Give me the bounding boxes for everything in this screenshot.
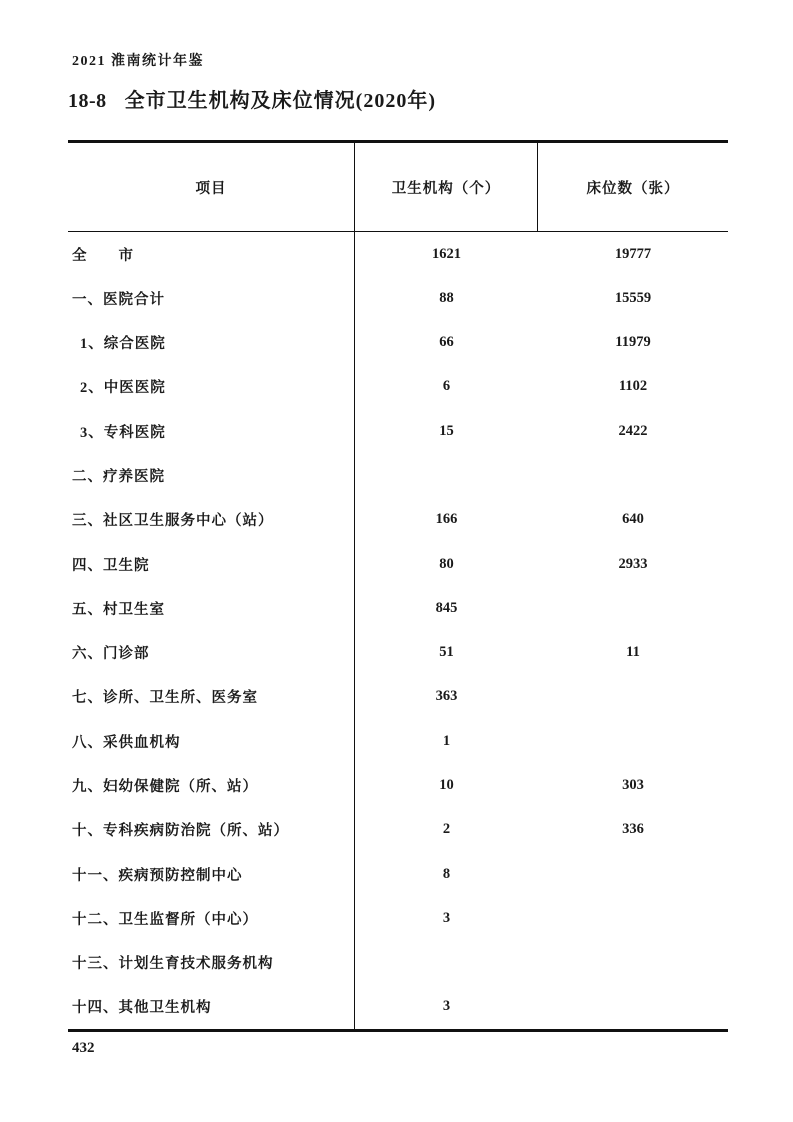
beds-value: 2933: [618, 555, 648, 572]
row-label: 四、卫生院: [68, 542, 355, 586]
table-title-text: 全市卫生机构及床位情况(2020年): [124, 90, 436, 112]
row-label: 1、综合医院: [68, 321, 355, 365]
institutions-value: 3: [442, 998, 451, 1015]
table-row: [68, 675, 728, 719]
row-label: 一、医院合计: [68, 276, 355, 320]
institutions-value: 1: [442, 732, 451, 749]
institutions-value: 845: [435, 599, 458, 616]
beds-value: 11: [626, 644, 640, 661]
beds-value: 2422: [618, 422, 648, 439]
page-number: 432: [72, 1040, 95, 1056]
institutions-value: [355, 453, 538, 497]
table-row: [68, 365, 728, 409]
table-header-row: [68, 140, 728, 232]
table-number: 18-8: [68, 90, 107, 112]
beds-value: 336: [622, 821, 644, 838]
institutions-value: 1621: [432, 245, 461, 262]
beds-value: 1102: [618, 378, 648, 395]
table-body: [68, 232, 728, 1032]
table-row: [68, 719, 728, 763]
beds-value: [538, 586, 728, 630]
institutions-value: 166: [435, 511, 458, 528]
row-label: 二、疗养医院: [68, 453, 355, 497]
table-row: [68, 941, 728, 985]
table-row: [68, 852, 728, 896]
institutions-value: 8: [442, 865, 451, 882]
beds-value: [538, 675, 728, 719]
table-row: [68, 453, 728, 497]
row-label: 十一、疾病预防控制中心: [68, 852, 355, 896]
page-title: [68, 84, 436, 113]
column-header-beds: 床位数（张）: [586, 180, 680, 197]
institutions-value: 363: [435, 688, 458, 705]
beds-value: [538, 985, 728, 1029]
table-row: [68, 586, 728, 630]
institutions-value: 80: [439, 555, 454, 572]
beds-value: [538, 453, 728, 497]
row-label: 3、专科医院: [68, 409, 355, 453]
table-row: [68, 232, 728, 276]
column-header-institutions: 卫生机构（个）: [355, 143, 538, 231]
row-label: 三、社区卫生服务中心（站）: [68, 498, 355, 542]
beds-value: [538, 896, 728, 940]
row-label: 七、诊所、卫生所、医务室: [68, 675, 355, 719]
row-label: 十三、计划生育技术服务机构: [68, 941, 355, 985]
institutions-value: 10: [439, 777, 454, 794]
beds-value: [538, 719, 728, 763]
row-label: 八、采供血机构: [68, 719, 355, 763]
row-label: 五、村卫生室: [68, 586, 355, 630]
institutions-value: [355, 941, 538, 985]
beds-value: [538, 941, 728, 985]
column-header-item: 项目: [68, 143, 355, 231]
row-label: 十、专科疾病防治院（所、站）: [68, 808, 355, 852]
beds-value: 15559: [614, 289, 652, 306]
health-institutions-table: [68, 140, 728, 1032]
row-label: 2、中医医院: [68, 365, 355, 409]
table-row: [68, 409, 728, 453]
table-row: [68, 542, 728, 586]
table-row: [68, 985, 728, 1029]
table-row: [68, 631, 728, 675]
row-label: 全 市: [68, 232, 355, 276]
institutions-value: 66: [439, 334, 454, 351]
row-label: 九、妇幼保健院（所、站）: [68, 763, 355, 807]
beds-value: 640: [622, 511, 644, 528]
row-label: 十四、其他卫生机构: [68, 985, 355, 1029]
institutions-value: 6: [442, 378, 451, 395]
table-row: [68, 276, 728, 320]
beds-value: 11979: [615, 334, 651, 351]
institutions-value: 2: [442, 821, 451, 838]
institutions-value: 3: [442, 909, 451, 926]
beds-value: [538, 852, 728, 896]
table-row: [68, 498, 728, 542]
beds-value: 19777: [614, 245, 652, 262]
institutions-value: 51: [439, 644, 454, 661]
table-row: [68, 763, 728, 807]
yearbook-header: 2021 淮南统计年鉴: [72, 54, 204, 69]
table-row: [68, 808, 728, 852]
table-row: [68, 896, 728, 940]
institutions-value: 88: [439, 289, 454, 306]
row-label: 十二、卫生监督所（中心）: [68, 896, 355, 940]
institutions-value: 15: [439, 422, 454, 439]
row-label: 六、门诊部: [68, 631, 355, 675]
beds-value: 303: [622, 777, 644, 794]
table-row: [68, 321, 728, 365]
